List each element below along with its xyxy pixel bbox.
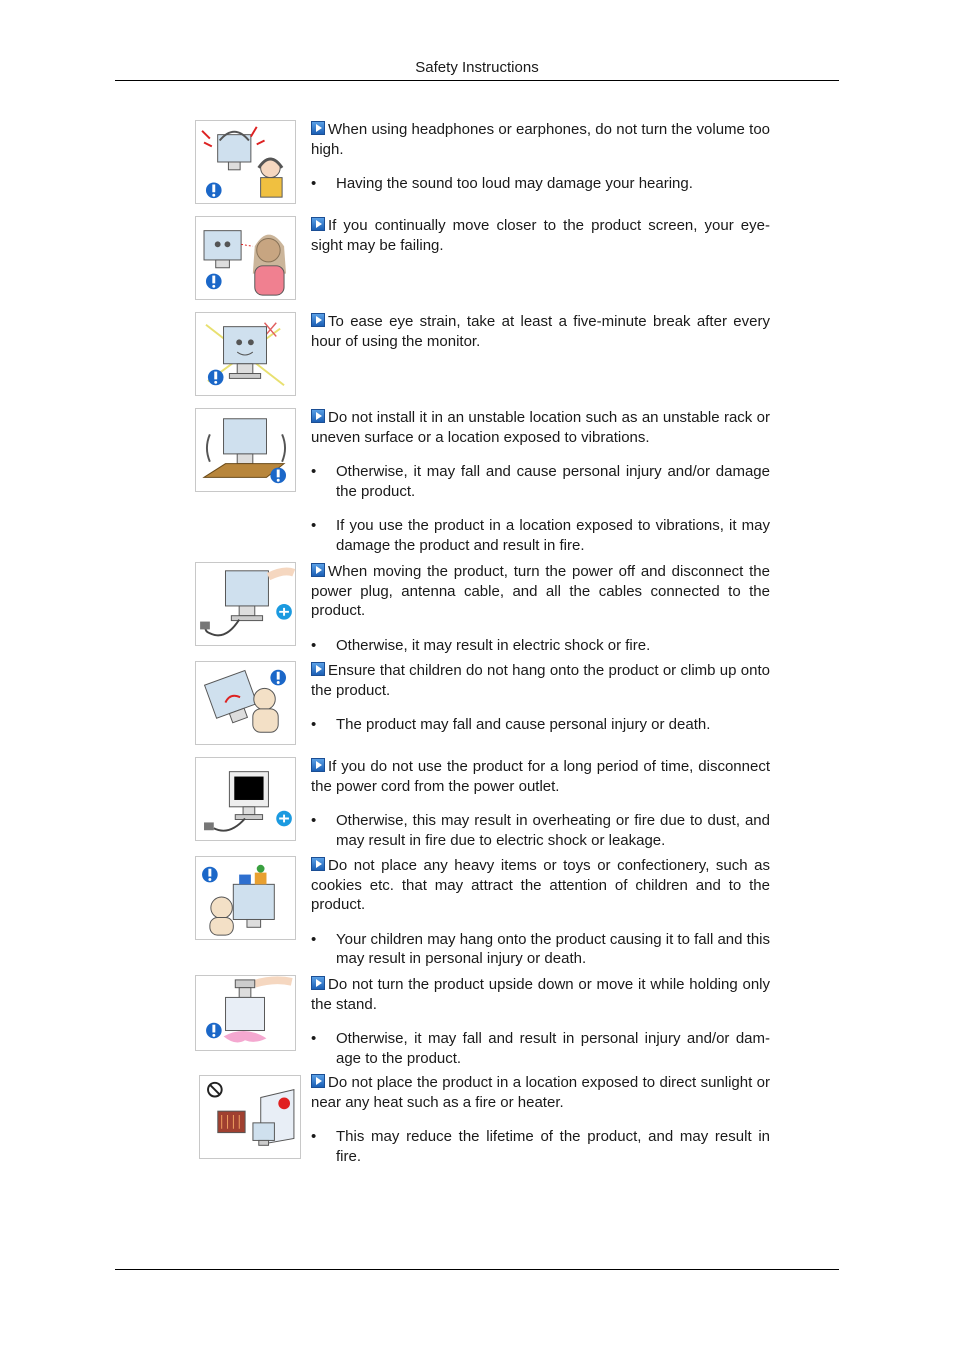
bullet-text: Having the sound too loud may damage your hearing. [336,175,693,192]
arrow-bullet-icon [311,857,325,871]
bullet-item: • If you use the product in a location exposed to vibrations, it may damage the product and result in fire. [311,517,770,554]
safety-statement [311,661,770,700]
disconnect-cables-icon [195,562,296,646]
safety-statement [311,1073,770,1112]
bullet-item: • Otherwise, this may result in overheating or fire due to dust, and may result in fire due to electric shock or leakage. [311,812,770,849]
eye-strain-break-icon [195,312,296,396]
arrow-bullet-icon [311,409,325,423]
safety-statement [311,408,770,447]
safety-statement [311,312,770,351]
statement-text: To ease eye strain, take at least a five-minute break after every hour of using the monitor. [311,313,770,350]
arrow-bullet-icon [311,758,325,772]
bullet-item: • This may reduce the lifetime of the product, and may result in fire. [311,1128,770,1165]
statement-text: If you do not use the product for a long period of time, disconnect the power cord from the power outlet. [311,758,770,795]
safety-statement [311,757,770,796]
bullet-item: • Otherwise, it may fall and cause personal injury and/or damage the product. [311,463,770,500]
bullet-text: Otherwise, it may result in electric shock or fire. [336,636,651,654]
header-rule [115,80,839,81]
children-climbing-icon [195,661,296,745]
heavy-items-toys-icon [195,856,296,940]
unplug-power-cord-icon [195,757,296,841]
holding-stand-icon [195,975,296,1051]
arrow-bullet-icon [311,976,325,990]
footer-rule [115,1269,839,1270]
bullet-item: • Otherwise, it may result in electric shock or fire. [311,636,651,654]
bullet-text: Otherwise, it may fall and result in personal injury and/or dam-age to the product. [336,1030,770,1067]
statement-text: Do not turn the product upside down or move it while holding only the stand. [311,976,770,1013]
bullet-text: This may reduce the lifetime of the product, and may result in fire. [336,1128,770,1165]
unstable-location-icon [195,408,296,492]
statement-text: If you continually move closer to the product screen, your eye-sight may be failing. [311,217,770,254]
safety-statement [311,856,770,915]
safety-statement [311,216,770,255]
bullet-item: • The product may fall and cause personal injury or death. [311,716,711,733]
safety-statement [311,120,770,159]
arrow-bullet-icon [311,662,325,676]
bullet-item: • Your children may hang onto the product causing it to fall and this may result in personal injury or death. [311,930,770,967]
headphones-warning-icon [195,120,296,204]
statement-text: Ensure that children do not hang onto the product or climb up onto the product. [311,662,770,699]
bullet-item: • Having the sound too loud may damage your hearing. [311,175,693,192]
bullet-text: Your children may hang onto the product causing it to fall and this may result in personal injury or death. [336,930,770,967]
safety-statement [311,975,770,1014]
safety-statement [311,562,770,621]
arrow-bullet-icon [311,1074,325,1088]
arrow-bullet-icon [311,121,325,135]
arrow-bullet-icon [311,563,325,577]
page-header-title: Safety Instructions [415,59,539,76]
bullet-text: The product may fall and cause personal injury or death. [336,716,711,733]
bullet-item: • Otherwise, it may fall and result in personal injury and/or dam-age to the product. [311,1030,770,1067]
statement-text: Do not place the product in a location exposed to direct sunlight or near any heat such as a fire or heater. [311,1074,770,1111]
bullet-text: Otherwise, this may result in overheating or fire due to dust, and may result in fire due to electric shock or leakage. [336,812,770,849]
arrow-bullet-icon [311,313,325,327]
eyesight-warning-icon [195,216,296,300]
arrow-bullet-icon [311,217,325,231]
bullet-text: Otherwise, it may fall and cause personal injury and/or damage the product. [336,463,770,500]
statement-text: When moving the product, turn the power off and disconnect the power plug, antenna cable, and all the cables connected to the product. [311,563,770,619]
bullet-text: If you use the product in a location exposed to vibrations, it may damage the product and result in fire. [336,517,770,554]
sunlight-heater-icon [199,1075,301,1159]
statement-text: When using headphones or earphones, do not turn the volume too high. [311,121,770,158]
statement-text: Do not install it in an unstable location such as an unstable rack or uneven surface or a location exposed to vibrations. [311,409,770,446]
statement-text: Do not place any heavy items or toys or confectionery, such as cookies etc. that may attract the attention of children and to the product. [311,857,770,913]
